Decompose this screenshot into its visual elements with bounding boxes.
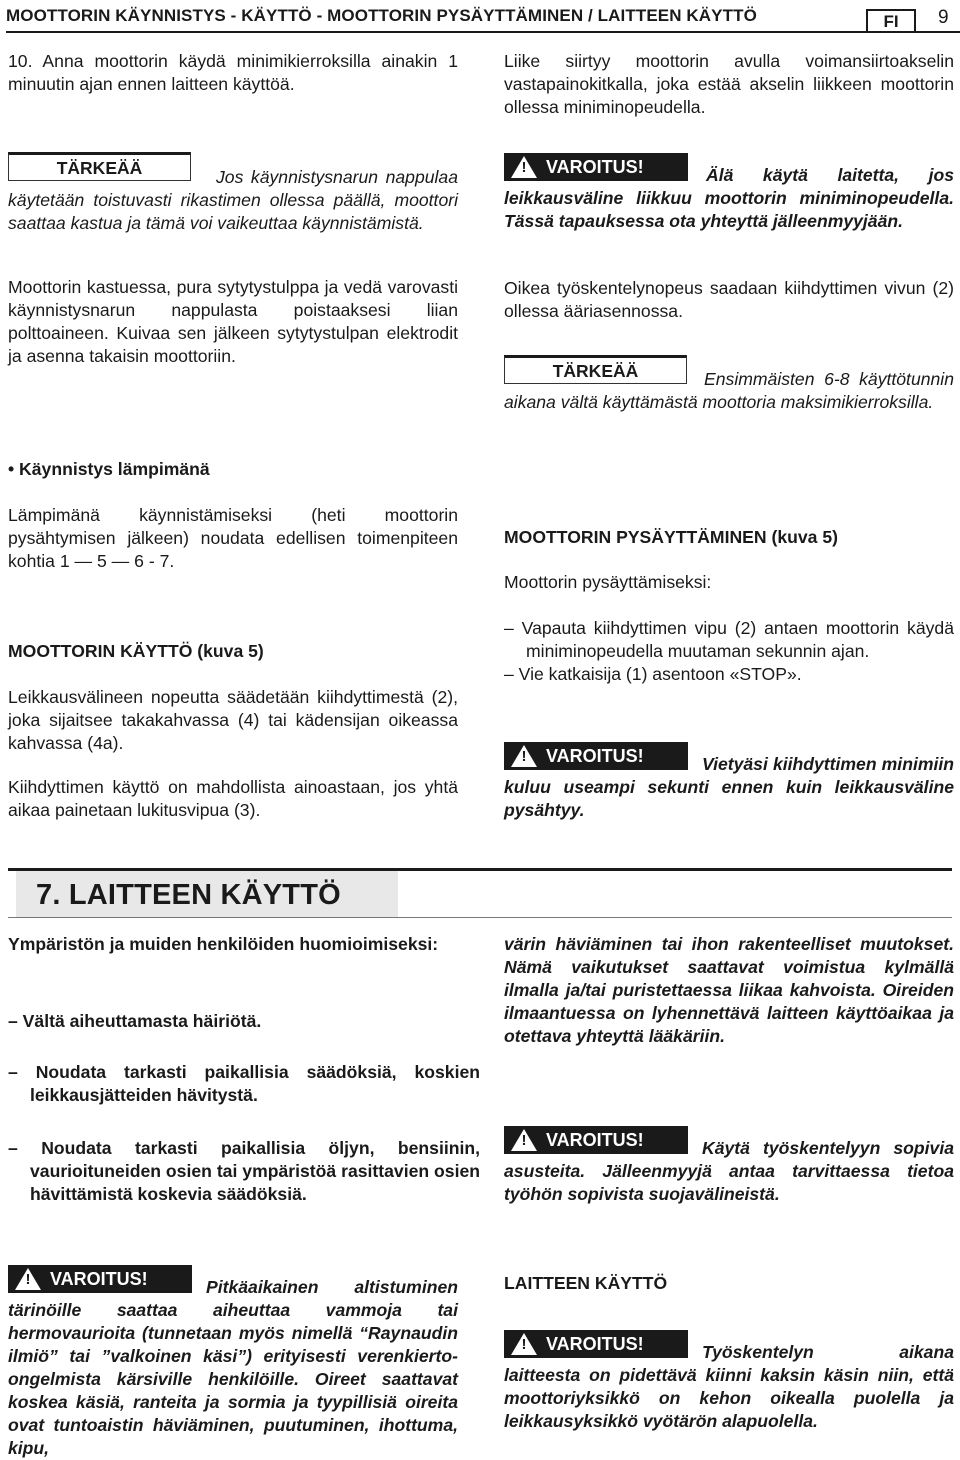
engine-stop-heading: MOOTTORIN PYSÄYTTÄMINEN (kuva 5) <box>504 527 838 547</box>
warning-label: ! VAROITUS! <box>504 1330 688 1358</box>
warning-stop-delay: Vietyäsi kiihdyttimen minimiin kuluu useampi sekunti ennen kuin leikkausväline pysähtyy. <box>504 754 954 820</box>
warm-start-text: Lämpimänä käynnistämiseksi (heti moottorin pysähtymisen jälkeen) noudata edellisen toimenpiteen kohtia 1 — 5 — 6 - 7. <box>8 505 458 571</box>
page-header-title: MOOTTORIN KÄYNNISTYS - KÄYTTÖ - MOOTTORIN PYSÄYTTÄMINEN / LAITTEEN KÄYTTÖ <box>6 6 757 25</box>
engine-use-text-1: Leikkausvälineen nopeutta säädetään kiihdyttimestä (2), joka sijaitsee takakahvassa (4) tai kädensijan oikeassa kahvassa (4a). <box>8 687 458 753</box>
header-rule <box>6 31 960 33</box>
important-label: TÄRKEÄÄ <box>8 152 191 181</box>
list-item: – Vie katkaisija (1) asentoon «STOP». <box>504 664 802 684</box>
section-title: 7. LAITTEEN KÄYTTÖ <box>36 879 341 911</box>
warning-clothing: Käytä työskentelyyn sopivia asusteita. Jälleenmyyjä antaa tarvittaessa tietoa työhön sopivista suojavälineistä. <box>504 1138 954 1204</box>
step-10-text: 10. Anna moottorin käydä minimikierroksilla ainakin 1 minuutin ajan ennen laitteen käyttöä. <box>8 51 458 94</box>
clutch-text: Liike siirtyy moottorin avulla voimansiirtoakselin vastapainokitkalla, joka estää akselin liikkeen moottorin ollessa miniminopeudella. <box>504 51 954 117</box>
warning-label: ! VAROITUS! <box>504 153 688 181</box>
engine-stop-list <box>504 617 954 686</box>
warm-start-heading: • Käynnistys lämpimänä <box>8 459 210 479</box>
warning-idle-movement: Älä käytä laitetta, jos leikkausväline liikkuu moottorin miniminopeudella. Tässä tapauksessa ota yhteyttä jälleenmyyjään. <box>504 165 954 231</box>
list-item: – Vapauta kiihdyttimen vipu (2) antaen moottorin käydä miniminopeudella muutaman sekunnin ajan. <box>504 618 954 661</box>
engine-stop-intro: Moottorin pysäyttämiseksi: <box>504 572 712 592</box>
important-label: TÄRKEÄÄ <box>504 355 687 384</box>
warning-label: ! VAROITUS! <box>504 1126 688 1154</box>
section-header-bar <box>8 868 952 918</box>
engine-use-text-2: Kiihdyttimen käyttö on mahdollista ainoastaan, jos yhtä aikaa painetaan lukitusvipua (3). <box>8 777 458 820</box>
working-speed-text: Oikea työskentelynopeus saadaan kiihdyttimen vivun (2) ollessa ääriasennossa. <box>504 278 954 321</box>
environment-intro: Ympäristön ja muiden henkilöiden huomioimiseksi: <box>8 934 439 954</box>
flooded-engine-text: Moottorin kastuessa, pura sytytystulppa ja vedä varovasti käynnistysnarun nappulasta poistaaksesi liian polttoaineen. Kuivaa sen jälkeen sytytystulpan elektrodit ja asenna takaisin moottoriin. <box>8 277 458 366</box>
engine-use-heading: MOOTTORIN KÄYTTÖ (kuva 5) <box>8 641 264 661</box>
important-note-breakin: Ensimmäisten 6-8 käyttötunnin aikana vältä käyttämästä moottoria maksimikierroksilla. <box>504 369 954 412</box>
list-item: – Noudata tarkasti paikallisia säädöksiä, koskien leikkausjätteiden hävitystä. <box>8 1062 480 1105</box>
warning-label: ! VAROITUS! <box>504 742 688 770</box>
list-item: – Noudata tarkasti paikallisia öljyn, bensiinin, vaurioituneiden osien tai ympäristöä rasittavien osien hävittämistä koskevia säädöksiä. <box>8 1138 480 1204</box>
page-number: 9 <box>938 7 949 28</box>
list-item: – Vältä aiheuttamasta häiriötä. <box>8 1011 262 1031</box>
language-badge: FI <box>866 9 916 31</box>
machine-use-heading: LAITTEEN KÄYTTÖ <box>504 1273 668 1293</box>
warning-label: ! VAROITUS! <box>8 1265 192 1293</box>
warning-two-hands: Työskentelyn aikana laitteesta on pidettävä kiinni kaksin käsin niin, että moottoriyksikkö on kehon oikealla puolella ja leikkausyksikkö vyötärön alapuolella. <box>504 1342 954 1431</box>
important-note-choke: Jos käynnistysnarun nappulaa käytetään toistuvasti rikastimen ollessa päällä, moottori saattaa kastua ja tämä voi vaikeuttaa käynnistämistä. <box>8 167 458 233</box>
warning-vibration: Pitkäaikainen altistuminen tärinöille saattaa aiheuttaa vammoja tai hermovaurioita (tunnetaan myös nimellä “Raynaudin ilmiö” tai ”valkoinen käsi”) erityisesti verenkierto-ongelmista kärsiville henkilöille. Oireet saattavat koskea käsiä, ranteita ja sormia ja tyypillisiä oireita ovat tuntoaistin häviäminen, puutuminen, ihottuma, kipu, <box>8 1277 458 1458</box>
vibration-continued: värin häviäminen tai ihon rakenteelliset muutokset. Nämä vaikutukset saattavat voimistua kylmällä ilmalla ja/tai puristettaessa liikaa kahvoista. Oireiden ilmaantuessa on lyhennettävä laitteen käyttöaikaa ja otettava yhteyttä lääkäriin. <box>504 934 954 1046</box>
